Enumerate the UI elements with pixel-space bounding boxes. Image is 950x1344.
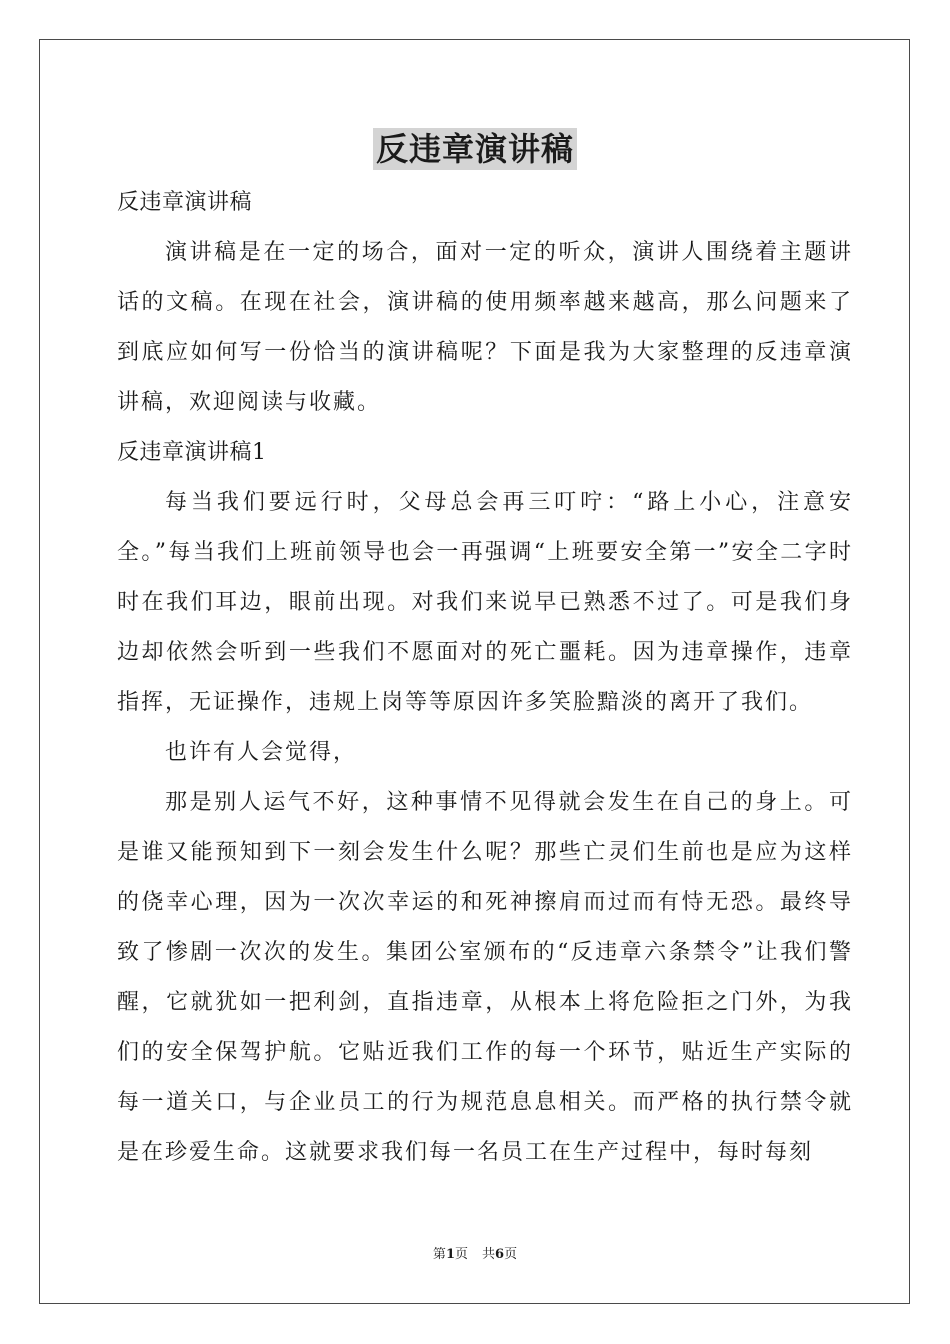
paragraph-3: 那是别人运气不好，这种事情不见得就会发生在自己的身上。可是谁又能预知到下一刻会发生什么呢？那些亡灵们生前也是应为这样的侥幸心理，因为一次次幸运的和死神擦肩而过而有恃无恐。最终导致了惨剧一次次的发生。集团公室颁布的“反违章六条禁令”让我们警醒，它就犹如一把利剑，直指违章，从根本上将危险拒之门外，为我们的安全保驾护航。它贴近我们工作的每一个环节，贴近生产实际的每一道关口，与企业员工的行为规范息息相关。而严格的执行禁令就是在珍爱生命。这就要求我们每一名员工在生产过程中，每时每刻 [117, 790, 853, 1165]
total-pages-prefix: 共 [482, 1247, 496, 1262]
page-number-current: 1 [445, 1247, 455, 1262]
paragraph-1: 每当我们要远行时，父母总会再三叮咛：“路上小心，注意安全。”每当我们上班前领导也会一再强调“上班要安全第一”安全二字时时在我们耳边，眼前出现。对我们来说早已熟悉不过了。可是我们身边却依然会听到一些我们不愿面对的死亡噩耗。因为违章操作，违章指挥，无证操作，违规上岗等等原因许多笑脸黯淡的离开了我们。 [117, 490, 853, 715]
paragraph-intro: 演讲稿是在一定的场合，面对一定的听众，演讲人围绕着主题讲话的文稿。在现在社会，演讲稿的使用频率越来越高，那么问题来了到底应如何写一份恰当的演讲稿呢？下面是我为大家整理的反违章演讲稿，欢迎阅读与收藏。 [117, 240, 853, 415]
section-heading-1: 反违章演讲稿1 [117, 440, 267, 465]
total-pages-suffix: 页 [504, 1247, 518, 1262]
total-pages-count: 6 [495, 1247, 505, 1262]
document-body [117, 178, 853, 1178]
document-title [0, 128, 950, 170]
page-footer [0, 1246, 950, 1264]
document-title-text: 反违章演讲稿 [373, 128, 577, 170]
page-number-suffix: 页 [454, 1247, 468, 1262]
page-number-prefix: 第 [432, 1247, 446, 1262]
section-heading-intro: 反违章演讲稿 [117, 190, 253, 215]
paragraph-2: 也许有人会觉得， [165, 740, 358, 765]
